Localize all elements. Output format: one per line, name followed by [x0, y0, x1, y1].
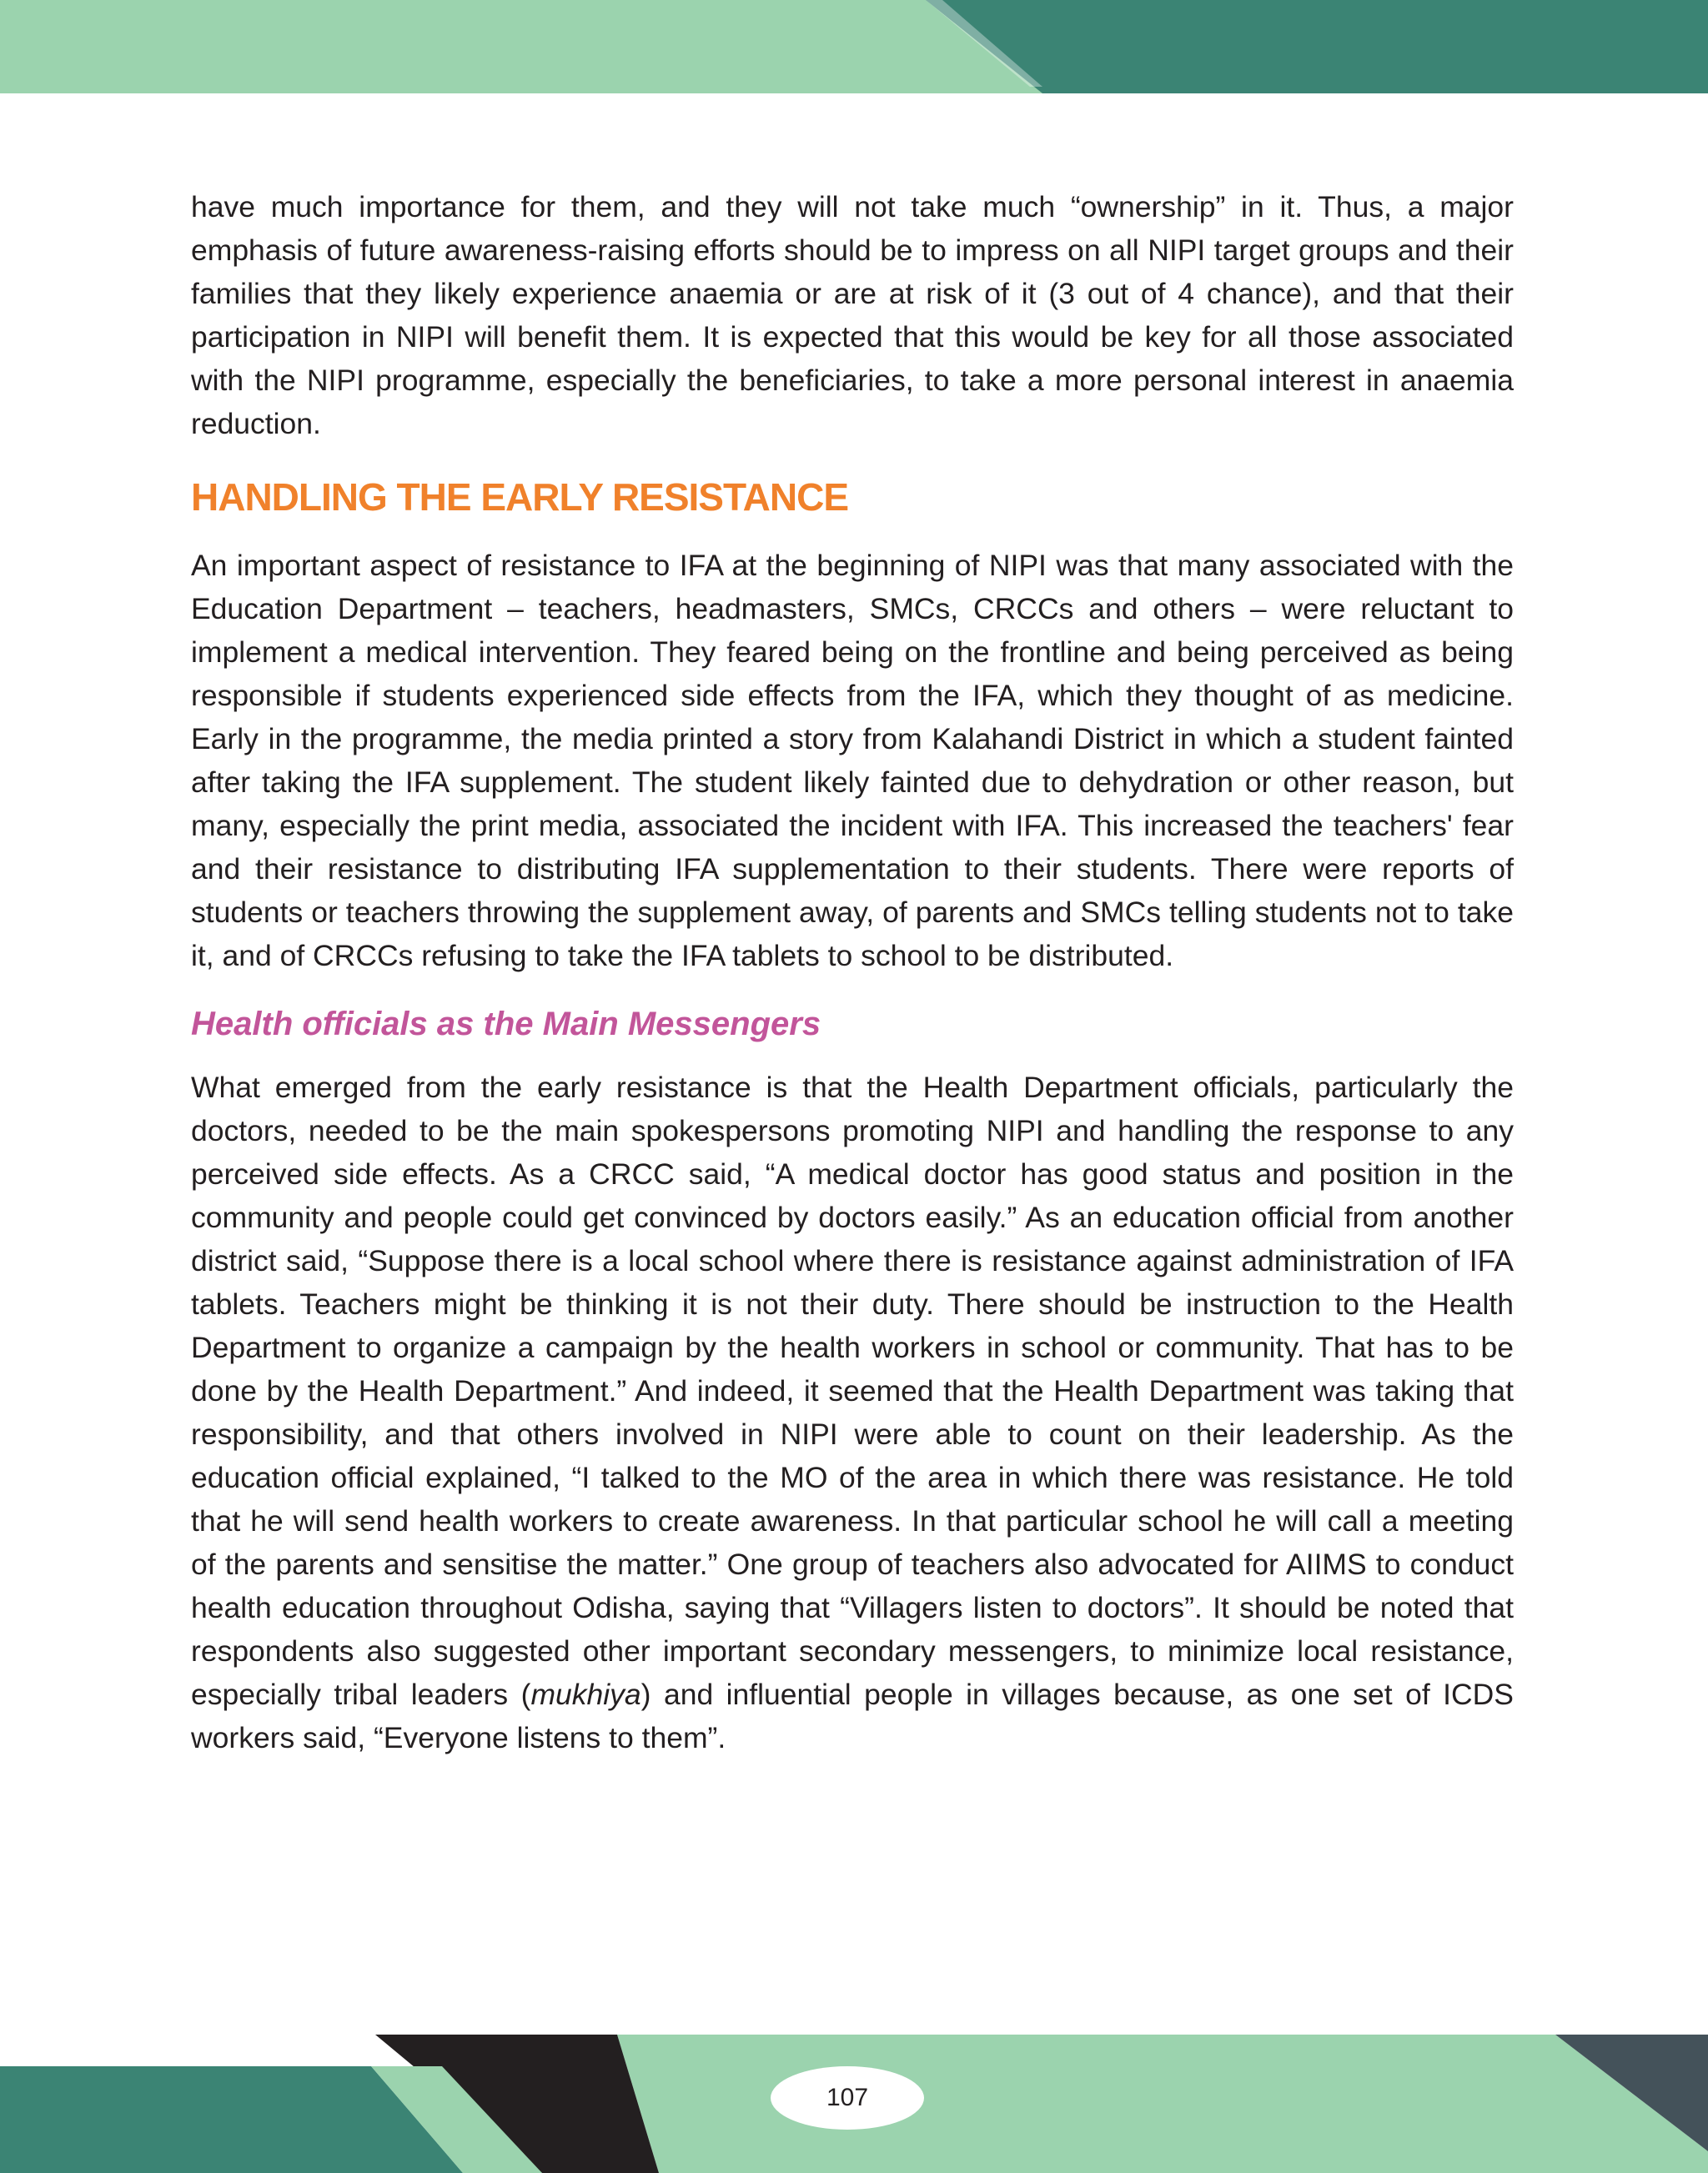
section-paragraph: An important aspect of resistance to IFA at the beginning of NIPI was that many associated with the Education Department – teachers, headmasters, SMCs, CRCCs and others – were reluctant to implement a medical intervention. They feared being on the frontline and being perceived as being responsible if students experienced side effects from the IFA, which they thought of as medicine. Early in the programme, the media printed a story from Kalahandi District in which a student fainted after taking the IFA supplement. The student likely fainted due to dehydration or other reason, but many, especially the print media, associated the incident with IFA. This increased the teachers' fear and their resistance to distributing IFA supplementation to their students. There were reports of students or teachers throwing the supplement away, of parents and SMCs telling students not to take it, and of CRCCs refusing to take the IFA tablets to school to be distributed. — [191, 549, 1514, 972]
italic-term: mukhiya — [530, 1678, 641, 1711]
page-content — [191, 185, 1514, 1759]
top-decorative-band — [0, 0, 1708, 93]
intro-paragraph: have much importance for them, and they will not take much “ownership” in it. Thus, a major emphasis of future awareness-raising efforts should be to impress on all NIPI target groups and their families that they likely experience anaemia or are at risk of it (3 out of 4 chance), and that their participation in NIPI will benefit them. It is expected that this would be key for all those associated with the NIPI programme, especially the beneficiaries, to take a more personal interest in anaemia reduction. — [191, 190, 1514, 440]
subsection-heading: Health officials as the Main Messengers — [191, 1006, 821, 1042]
subsection-paragraph — [191, 1066, 1514, 1759]
top-band-dark — [926, 0, 1708, 93]
subsection-paragraph-part1: What emerged from the early resistance is that the Health Department officials, particularly the doctors, needed to be the main spokespersons promoting NIPI and handling the response to any perceived side effects. As a CRCC said, “A medical doctor has good status and position in the community and people could get convinced by doctors easily.” As an education official from another district said, “Suppose there is a local school where there is resistance against administration of IFA tablets. Teachers might be thinking it is not their duty. There should be instruction to the Health Department to organize a campaign by the health workers in school or community. That has to be done by the Health Department.” And indeed, it seemed that the Health Department was taking that responsibility, and that others involved in NIPI were able to count on their leadership. As the education official explained, “I talked to the MO of the area in which there was resistance. He told that he will send health workers to create awareness. In that particular school he will call a meeting of the parents and sensitise the matter.” One group of teachers also advocated for AIIMS to conduct health education throughout Odisha, saying that “Villagers listen to doctors”. It should be noted that respondents also suggested other important secondary messengers, to minimize local resistance, especially tribal leaders ( — [191, 1071, 1514, 1711]
section-heading: HANDLING THE EARLY RESISTANCE — [191, 475, 849, 519]
page-number-badge — [771, 2066, 924, 2130]
page-number: 107 — [826, 2084, 869, 2111]
subsection-paragraph-part2: ) and influential people in villages because, as one set of ICDS workers said, “Everyone listens to them”. — [191, 1678, 1514, 1754]
